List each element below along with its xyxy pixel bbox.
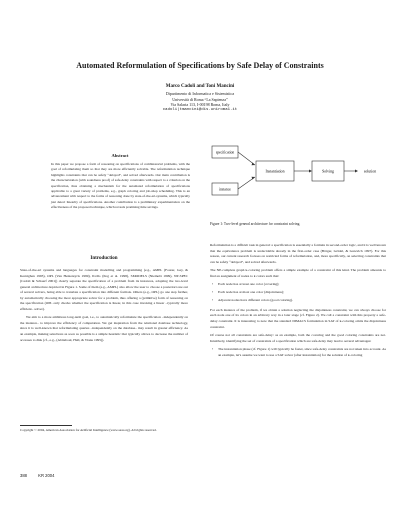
advantages-list [210,347,386,358]
specification-box [212,146,238,158]
paragraph: We aim to a more ambitious long-term goal, i.e., to automatically reformulate the specification –independently on the instance– to improve the efficiency of computation. We get inspiration from the relational database technology, since it is well-known that reformulating queries –independently on the database– may result in greater efficiency. As an example, making selections as soon as possible is a simple heuristic that typically allows to decrease the number of accesses to disk (cf., e.g., (Abiteboul, Hull, & Vianu 1995)). [20,315,188,342]
page-footer [20,473,64,478]
list-item: • Each node has at least one color (covering); [210,282,386,288]
affiliation-line: Dipartimento di Informatica e Sistemistica [165,91,235,96]
author-email: cadoli|tmancini@dis.uniroma1.it [162,107,238,112]
solution-label: solution [363,169,377,174]
footnote-rule [20,425,72,426]
right-column-body [210,243,386,362]
copyright-footnote: Copyright © 2004, American Association for Artificial Intelligence (www.aaai.org). All rights reserved. [20,428,157,432]
affiliation [20,91,380,113]
instance-box [212,183,238,195]
instantiation-label: Instantiation [265,169,285,174]
paragraph: Of course not all constraints are safe-delay: as an example, both the covering and the good coloring constraints are not. Intuitively, identifying the set of constraints of a specification which are safe-delay may lead to several advantages: [210,333,386,343]
solving-arrowhead [355,170,358,173]
introduction-body [20,268,188,346]
instance-label: instance [219,187,231,192]
paragraph: Reformulation is a difficult task in general: a specification is essentially a formula in second-order logic, and it is well known that the equivalence problem is undecidable already in the first-order case (Börger, Grädel, & Gurevich 1997). For this reason, our current research focuses on restricted forms of reformulation, and, more specifically, on selecting constraints that can be safely “delayed”, and solved afterwards. [210,243,386,264]
list-item: • Adjacent nodes have different colors (good coloring). [210,298,386,304]
list-item: • The instantiation phase (cf. Figure 1) will typically be faster, since safe-delay constraints are not taken into account. As an example, let's assume we want to use a SAT solver (after instantiation) for the solution of k-coloring [210,347,386,358]
solving-box [312,161,344,181]
paragraph: State-of-the-art systems and languages for constraint modelling and programming (e.g., AMPL (Fourer, Gay, & Kernighan 1993), OPL (Van Hentenryck 1999), ILOG (Ilog et al. 1998), SMODELS (Niemelä 1999), NP-SPEC (Cadoli & Schaerf 2001)) clearly separate the specification of a problem from its instances, adopting the two-level general architecture depicted in Figure 1. Some of them (e.g., AMPL) also allow the user to choose a posteriori one out of several solvers, being able to translate a specification into different formats. Others (e.g., OPL) go one step further, by automatically choosing the most appropriate solver for a problem, thus offering a (primitive) form of reasoning on the specification (OPL only checks whether the specification is linear, in this case invoking a linear –typically more efficient– solver). [20,268,188,311]
instantiation-box [256,161,294,181]
paper-authors: Marco Cadoli and Toni Mancini [165,84,235,89]
architecture-figure [210,143,385,203]
affiliation-line: Via Salaria 113, I-00198 Roma, Italy [170,102,230,108]
introduction-heading: Introduction [90,256,118,261]
paragraph: For each instance of the problem, if we obtain a solution neglecting the disjointness constraint, we can always choose for each node one of its colors in an arbitrary way in a later stage (cf. Figure 2). We call a constraint with this property a safe-delay constraint. It is interesting to note that the standard DIMACS formulation in SAT of k-coloring omits the disjointness constraint. [210,307,386,329]
abstract-text: In this paper we propose a form of reasoning on specifications of combinatorial problems, with the goal of reformulating them so that they are more efficiently solvable. The reformulation technique highlights constraints that can be safely “delayed”, and solved afterwards. Our main contribution is the characterization (with soundness proof) of safe-delay constraints with respect to a criterion on the specification, thus obtaining a mechanism for the automated reformulation of specifications applicable to a great variety of problems, e.g., graph coloring and job-shop scheduling. This is an advancement with respect to the forms of reasoning done by state-of-the-art-systems, which typically just detect linearity of specifications. Another contribution is a preliminary experimentation on the effectiveness of the proposed technique, which reveals promising time savings. [51,162,190,210]
venue-label: KR 2004 [38,473,55,478]
solving-label: Solving [322,169,334,174]
affiliation-line: Università di Roma “La Sapienza” [172,96,228,102]
page-number: 388 [20,473,27,478]
list-item: • Each node has at most one color (disjointness); [210,290,386,296]
instantiation-arrowhead [309,170,312,173]
abstract-heading: Abstract [111,153,129,158]
constraint-list [210,282,386,304]
specification-label: specification [215,150,235,155]
paragraph: The NP-complete graph k-coloring problem offers a simple example of a constraint of this kind. The problem amounts to find an assignment of nodes to k colors such that: [210,268,386,278]
figure-caption: Figure 1: Two-level general architecture for constraint solving. [210,222,301,226]
paper-title: Automated Reformulation of Specifications by Safe Delay of Constraints [76,61,324,70]
